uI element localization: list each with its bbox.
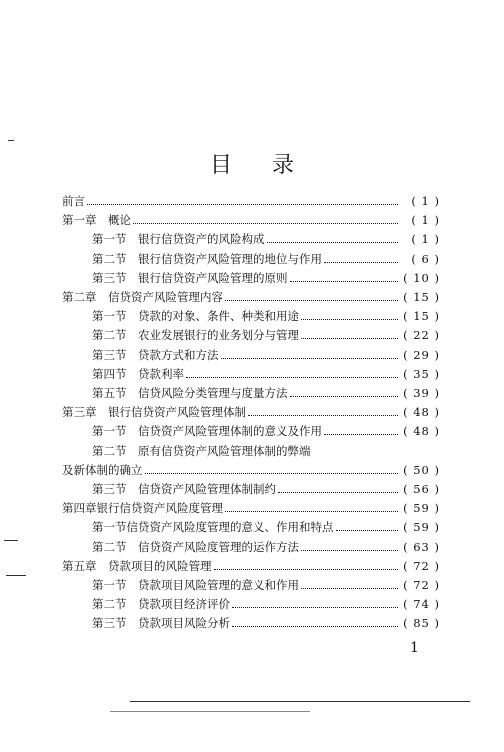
toc-entry [92,442,440,460]
toc-entry-label: 及新体制的确立 [62,463,143,477]
toc-entry [92,480,440,498]
toc-entry [62,288,440,306]
toc-dot-leader [248,404,398,416]
toc-entry [92,576,440,594]
toc-entry-page: ( 22 ) [403,328,440,342]
toc-entry-label: 第二节 银行信贷资产风险管理的地位与作用 [92,252,322,266]
toc-entry [62,211,440,229]
toc-entry [92,384,440,402]
toc-entry-page: ( 63 ) [403,540,440,554]
toc-dot-leader [301,327,398,339]
toc-entry-label: 第一节 银行信贷资产的风险构成 [92,232,265,246]
toc-dot-leader [225,289,398,301]
toc-entry-page: ( 39 ) [403,386,440,400]
bottom-rule-faint [110,711,310,712]
toc-entry-page: ( 15 ) [403,290,440,304]
toc-entry-page: ( 59 ) [403,520,440,534]
toc-entry [92,365,440,383]
toc-entry [62,192,440,210]
toc-dot-leader [221,347,399,359]
toc-entry-label: 第三节 银行信贷资产风险管理的原则 [92,271,288,285]
toc-dot-leader [87,193,398,205]
toc-entry [62,461,440,479]
toc-dot-leader [290,270,399,282]
toc-entry-page: ( 48 ) [403,405,440,419]
toc-entry-label: 第二节 信贷资产风险度管理的运作方法 [92,540,299,554]
toc-entry-label: 第三节 信贷资产风险管理体制制约 [92,482,276,496]
toc-entry [92,269,440,287]
toc-entry-label: 第五节 信贷风险分类管理与度量方法 [92,386,288,400]
toc-entry [92,518,440,536]
toc-dot-leader [278,481,398,493]
toc-dot-leader [232,596,398,608]
toc-entry-page: ( 6 ) [411,252,440,266]
toc-entry-page: ( 74 ) [403,597,440,611]
scan-mark [8,140,14,141]
title-char-1: 目 [209,153,232,178]
toc-entry-label: 第五章 贷款项目的风险管理 [62,559,212,573]
toc-dot-leader [267,231,399,243]
toc-entry-label: 第三节 贷款方式和方法 [92,348,219,362]
toc-entry-page: ( 1 ) [411,232,440,246]
bottom-rule [130,701,470,702]
toc-entry [92,422,440,440]
toc-entry [92,595,440,613]
toc-entry [92,307,440,325]
toc-entry-label: 第三节 贷款项目风险分析 [92,616,230,630]
scan-mark [4,540,18,541]
toc-entry-label: 第三章 银行信贷资产风险管理体制 [62,405,246,419]
toc-dot-leader [301,539,398,551]
toc-dot-leader [301,577,398,589]
toc-entry [92,250,440,268]
page-number: 1 [410,640,419,656]
toc-entry [92,614,440,632]
toc-entry-page: ( 1 ) [411,213,440,227]
toc-entry-page: ( 10 ) [403,271,440,285]
toc-entry [92,230,440,248]
toc-entry-label: 第一节 贷款的对象、条件、种类和用途 [92,309,299,323]
toc-entry-page: ( 35 ) [403,367,440,381]
toc-entry-page: ( 1 ) [411,194,440,208]
toc-entry-page: ( 72 ) [403,578,440,592]
toc-entry [92,346,440,364]
toc-dot-leader [214,558,399,570]
toc-dot-leader [324,423,398,435]
toc-entry-label: 第二节 原有信贷资产风险管理体制的弊端 [92,444,311,458]
page-title [0,148,504,179]
toc-entry-label: 第一节 贷款项目风险管理的意义和作用 [92,578,299,592]
toc-entry-label: 第四节 贷款利率 [92,367,184,381]
toc-dot-leader [301,308,398,320]
toc-entry [62,557,440,575]
toc-dot-leader [324,251,398,263]
toc-dot-leader [336,519,399,531]
toc-dot-leader [186,366,398,378]
toc-dot-leader [232,615,398,627]
toc-dot-leader [225,500,398,512]
toc-entry-label: 第二节 农业发展银行的业务划分与管理 [92,328,299,342]
toc-entry-page: ( 72 ) [403,559,440,573]
toc-entry-label: 第一节信贷资产风险度管理的意义、作用和特点 [92,520,334,534]
title-char-2: 录 [272,153,295,178]
toc-entry [62,499,440,517]
toc-entry [62,403,440,421]
toc-entry [92,538,440,556]
toc-entry-page: ( 50 ) [403,463,440,477]
toc-dot-leader [290,385,399,397]
toc-entry-page: ( 85 ) [403,616,440,630]
toc-entry-label: 第四章银行信贷资产风险度管理 [62,501,223,515]
toc-entry-page: ( 15 ) [403,309,440,323]
toc-entry-page: ( 29 ) [403,348,440,362]
toc-entry-label: 第一节 信贷资产风险管理体制的意义及作用 [92,424,322,438]
toc-entry-page: ( 56 ) [403,482,440,496]
toc-entry-label: 第一章 概论 [62,213,131,227]
toc-entry-page: ( 59 ) [403,501,440,515]
scan-mark [6,575,26,576]
toc-entry-label: 第二节 贷款项目经济评价 [92,597,230,611]
toc-entry-page: ( 48 ) [403,424,440,438]
toc-dot-leader [133,212,398,224]
toc-entry-label: 第二章 信贷资产风险管理内容 [62,290,223,304]
toc-entry-label: 前言 [62,194,85,208]
toc-dot-leader [145,462,399,474]
toc-entry [92,326,440,344]
